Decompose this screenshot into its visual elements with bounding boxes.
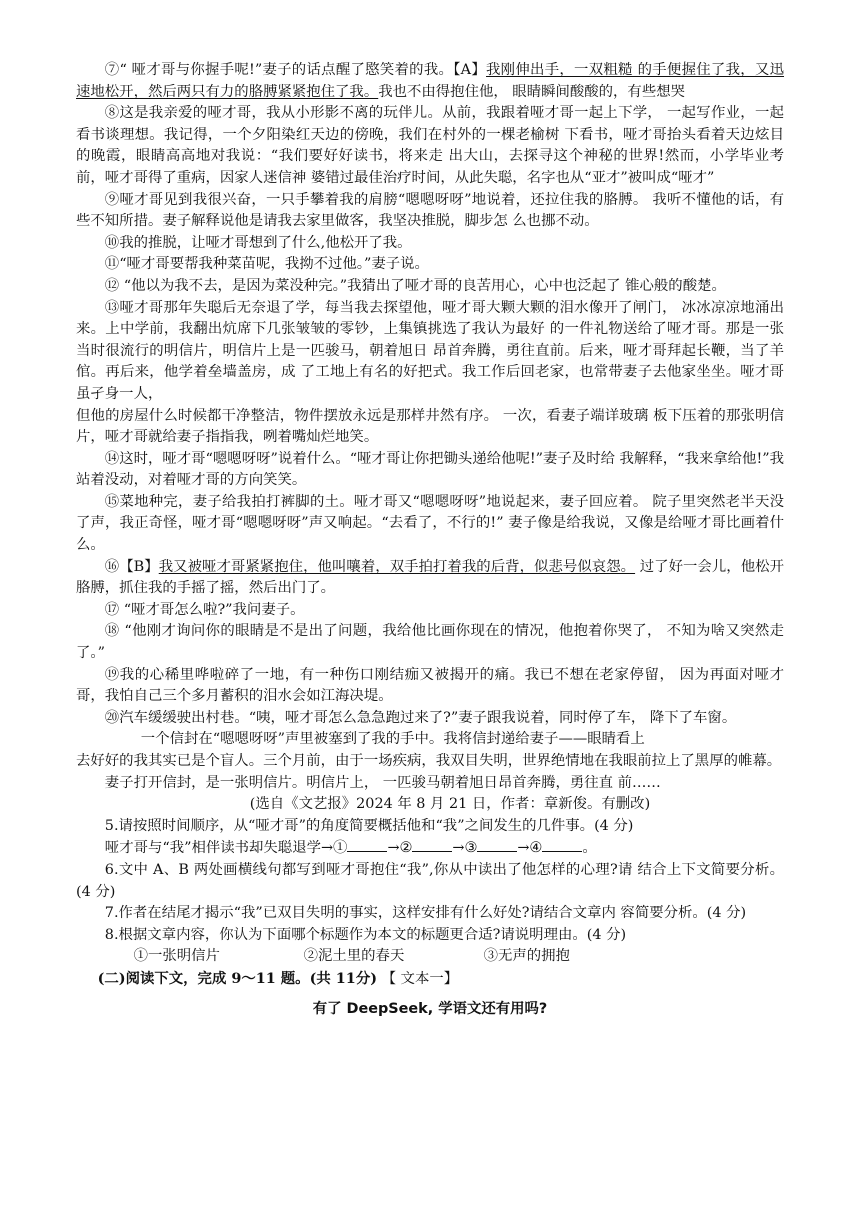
paragraph-20: ⑳汽车缓缓驶出村巷。“咦，哑才哥怎么急急跑过来了?”妻子跟我说着，同时停了车， 降下了车窗。 xyxy=(104,709,737,726)
option-3: ③无声的拥抱 xyxy=(483,948,570,965)
answer-blank-2[interactable] xyxy=(412,837,452,852)
paragraph-10: ⑩我的推脱，让哑才哥想到了什么,他松开了我。 xyxy=(104,234,412,251)
p16-marker: ⑯【B】 xyxy=(104,558,159,575)
paragraph-17: ⑰ “哑才哥怎么啦?”我问妻子。 xyxy=(104,601,305,618)
option-1: ①一张明信片 xyxy=(133,948,220,965)
paragraph-22: 妻子打开信封，是一张明信片。明信片上， 一匹骏马朝着旭日昂首奔腾，勇往直 前…… xyxy=(104,774,661,791)
q5-line-prefix: 哑才哥与“我”相伴读书却失聪退学→① xyxy=(104,840,348,857)
paragraph-15: ⑮菜地种完，妻子给我拍打裤脚的土。哑才哥又“嗯嗯呀呀”地说起来，妻子回应着。 院子里突然老半天没了声，我正奇怪，哑才哥“嗯嗯呀呀”声又响起。“去看了，不行的!” 妻子像是给我说，又像是给哑才哥比画着什么。 xyxy=(76,493,784,554)
option-2: ②泥土里的春天 xyxy=(303,948,405,965)
p7-text-b: 我也不由得抱住他， 眼睛瞬间酸酸的，有些想哭 xyxy=(378,83,685,100)
paragraph-13: ⑬哑才哥那年失聪后无奈退了学，每当我去探望他，哑才哥大颗大颗的泪水像开了闸门， 冰冰凉凉地涌出来。上中学前，我翻出炕席下几张皱皱的零钞，上集镇挑选了我认为最好 的一件礼物送给了哑才哥。那是一张当时很流行的明信片，明信片上是一匹骏马，朝着旭日 昂首奔腾，勇往直前。后来，哑才哥拜起长鞭，当了羊倌。再后来，他学着垒墙盖房，成 了工地上有名的好把式。我工作后回老家，也常带妻子去他家坐坐。哑才哥虽孑身一人， xyxy=(76,299,784,402)
document-page xyxy=(76,60,784,1020)
answer-blank-4[interactable] xyxy=(542,837,582,852)
p16-underlined-sentence-b: 我又被哑才哥紧紧抱住，他叫嚷着，双手拍打着我的后背，似悲号似哀怨。 xyxy=(158,558,636,575)
answer-blank-3[interactable] xyxy=(477,837,517,852)
section-2-heading xyxy=(76,968,784,991)
paragraph-19: ⑲我的心稀里哗啦碎了一地，有一种伤口刚结痂又被揭开的痛。我已不想在老家停留， 因为再面对哑才哥，我怕自己三个多月蓄积的泪水会如江海决堤。 xyxy=(76,666,784,705)
q5-arrow-2: →② xyxy=(387,840,413,857)
p16-text-b: 过了好一会儿，他松开胳膊，抓住我的手摇了摇，然后出门了。 xyxy=(76,558,784,597)
article-title: 有了 DeepSeek, 学语文还有用吗? xyxy=(312,1000,548,1017)
paragraph-9: ⑨哑才哥见到我很兴奋，一只手攀着我的肩膀“嗯嗯呀呀”地说着，还拉住我的胳膊。 我听不懂他的话，有些不知所措。妻子解释说他是请我去家里做客，我坚决推脱，脚步怎 么也挪不动。 xyxy=(76,191,784,230)
question-5: 5.请按照时间顺序，从“哑才哥”的角度简要概括他和“我”之间发生的几件事。(4 分) xyxy=(104,817,634,834)
section-2-score: (共 11分) xyxy=(309,969,378,987)
q5-arrow-3: →③ xyxy=(452,840,478,857)
question-6: 6.文中 A、B 两处画横线句都写到哑才哥抱住“我”,你从中读出了他怎样的心理?请 结合上下文简要分析。(4 分) xyxy=(76,861,784,900)
p7-text-a: ⑦“ 哑才哥与你握手呢!”妻子的话点醒了愍笑着的我。【A】 xyxy=(104,62,487,78)
paragraph-21-continued: 去好好的我其实已是个盲人。三个月前，由于一场疾病，我双目失明，世界绝情地在我眼前拉上了黑厚的帷幕。 xyxy=(76,753,782,769)
q5-end: 。 xyxy=(582,840,597,857)
paragraph-7 xyxy=(76,60,784,103)
question-8-options xyxy=(76,946,784,968)
source-citation: (选自《文艺报》2024 年 8 月 21 日，作者：章新俊。有删改) xyxy=(249,796,651,813)
section-2-heading-text: (二)阅读下文，完成 9～11 题。 xyxy=(97,969,310,987)
paragraph-8: ⑧这是我亲爱的哑才哥，我从小形影不离的玩伴儿。从前，我跟着哑才哥一起上下学， 一起写作业，一起看书谈理想。我记得，一个夕阳染红天边的傍晚，我们在村外的一棵老榆树 下看书，哑才哥抬头看着天边炫目的晚霞，眼睛高高地对我说：“我们要好好读书，将来走 出大山，去探寻这个神秘的世界!然而，小学毕业考前，哑才哥得了重病，因家人迷信神 婆错过最佳治疗时间，从此失聪，名字也从“亚才”被叫成“哑才” xyxy=(76,105,784,186)
p7-underlined-sentence-a: 我刚伸出手，一双粗糙 的手便握住了我，又迅速地松开，然后两只有力的胳膊紧紧抱住了我。 xyxy=(76,62,785,100)
paragraph-18: ⑱ “他刚才询问你的眼睛是不是出了问题，我给他比画你现在的情况，他抱着你哭了， 不知为啥又突然走了。” xyxy=(76,623,784,662)
paragraph-16 xyxy=(76,557,784,600)
text-one-label: 【 文本一】 xyxy=(377,970,459,987)
paragraph-12: ⑫ “他以为我不去，是因为菜没种完。”我猜出了哑才哥的良苦用心，心中也泛起了 锥心般的酸楚。 xyxy=(104,277,726,294)
question-7: 7.作者在结尾才揭示“我”已双目失明的事实，这样安排有什么好处?请结合文章内 容简要分析。(4 分) xyxy=(104,905,747,922)
paragraph-11: ⑪“哑才哥要帮我种菜苗呢，我拗不过他。”妻子说。 xyxy=(104,256,429,273)
question-5-answer-line xyxy=(76,837,784,860)
paragraph-13-continued: 但他的房屋什么时候都干净整洁，物件摆放永远是那样井然有序。 一次，看妻子端详玻璃 板下压着的那张明信片，哑才哥就给妻子指指我，咧着嘴灿烂地笑。 xyxy=(76,407,784,446)
answer-blank-1[interactable] xyxy=(347,837,387,852)
question-8: 8.根据文章内容，你认为下面哪个标题作为本文的标题更合适?请说明理由。(4 分) xyxy=(104,926,627,943)
paragraph-14: ⑭这时，哑才哥“嗯嗯呀呀”说着什么。“哑才哥让你把锄头递给他呢!”妻子及时给 我解释，“我来拿给他!”我站着没动，对着哑才哥的方向笑笑。 xyxy=(76,450,784,489)
paragraph-21: 一个信封在“嗯嗯呀呀”声里被塞到了我的手中。我将信封递给妻子——眼睛看上 xyxy=(140,731,645,748)
q5-arrow-4: →④ xyxy=(517,840,543,857)
